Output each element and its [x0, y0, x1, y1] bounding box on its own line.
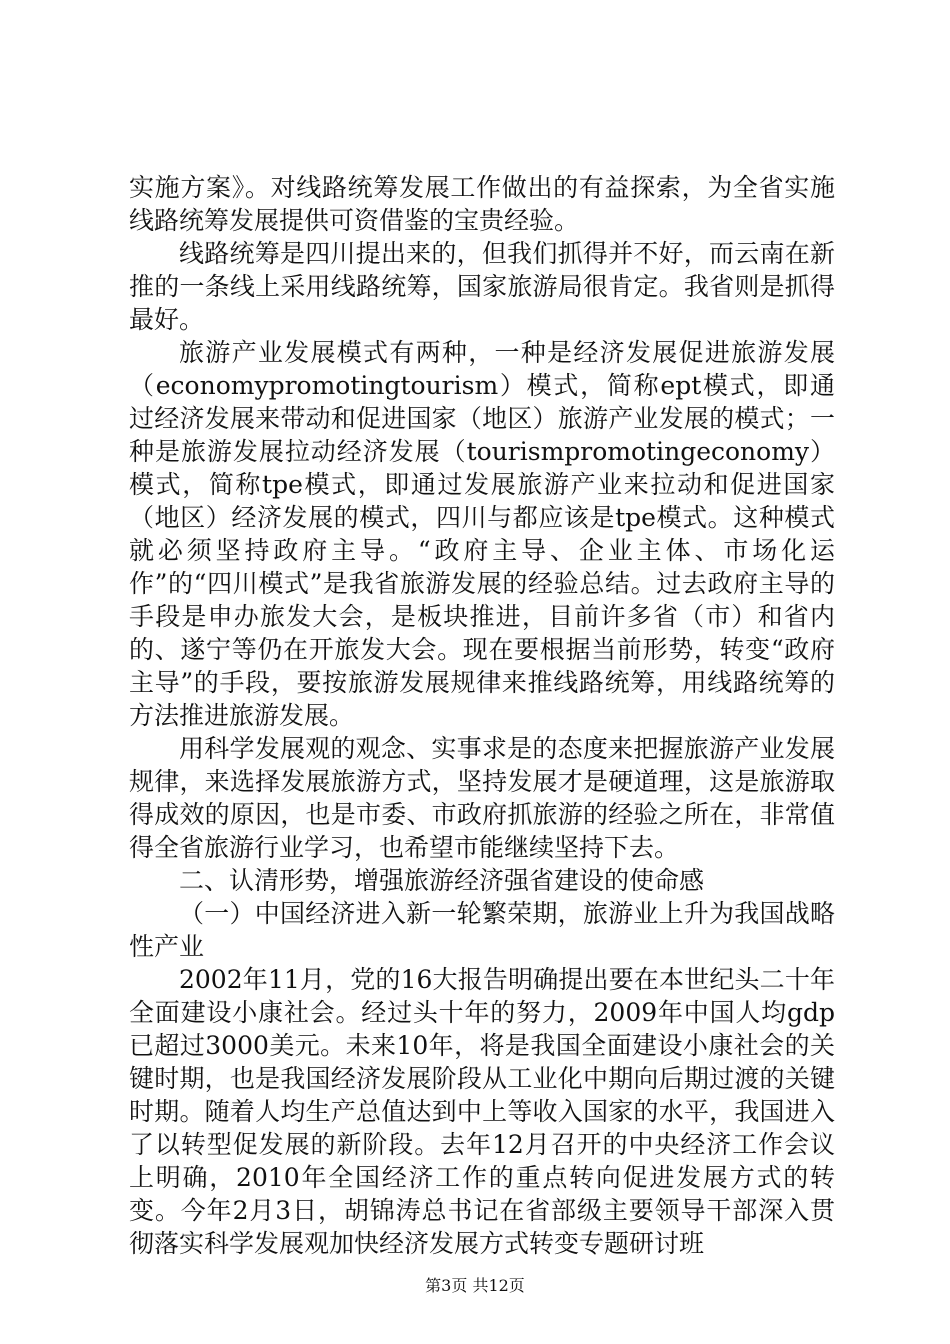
paragraph: 旅游产业发展模式有两种，一种是经济发展促进旅游发展（economypromotingtourism）模式，简称ept模式，即通过经济发展来带动和促进国家（地区）旅游产业发展的模式；一种是旅游发展拉动经济发展（tourismpromotingeconomy）模式，简称tpe模式，即通过发展旅游产业来拉动和促进国家（地区）经济发展的模式，四川与都应该是tpe模式。这种模式就必须坚持政府主导。“政府主导、企业主体、市场化运作”的“四川模式”是我省旅游发展的经验总结。过去政府主导的手段是申办旅发大会，是板块推进，目前许多省（市）和省内的、遂宁等仍在开旅发大会。现在要根据当前形势，转变“政府主导”的手段，要按旅游发展规律来推线路统筹，用线路统筹的方法推进旅游发展。: [129, 338, 835, 730]
paragraph: 2002年11月，党的16大报告明确提出要在本世纪头二十年全面建设小康社会。经过头十年的努力，2009年中国人均gdp已超过3000美元。未来10年，将是我国全面建设小康社会的关键时期，也是我国经济发展阶段从工业化中期向后期过渡的关键时期。随着人均生产总值达到中上等收入国家的水平，我国进入了以转型促发展的新阶段。去年12月召开的中央经济工作会议上明确，2010年全国经济工作的重点转向促进发展方式的转变。今年2月3日，胡锦涛总书记在省部级主要领导干部深入贯彻落实科学发展观加快经济发展方式转变专题研讨班: [129, 965, 835, 1258]
subsection-heading: （一）中国经济进入新一轮繁荣期，旅游业上升为我国战略性产业: [129, 899, 835, 961]
paragraph: 线路统筹是四川提出来的，但我们抓得并不好，而云南在新推的一条线上采用线路统筹，国家旅游局很肯定。我省则是抓得最好。: [129, 239, 835, 334]
paragraph: 用科学发展观的观念、实事求是的态度来把握旅游产业发展规律，来选择发展旅游方式，坚持发展才是硬道理，这是旅游取得成效的原因，也是市委、市政府抓旅游的经验之所在，非常值得全省旅游行业学习，也希望市能继续坚持下去。: [129, 734, 835, 862]
document-body: [129, 171, 835, 1260]
page-number-footer: 第3页 共12页: [425, 1276, 525, 1295]
paragraph-continuation: 实施方案》。对线路统筹发展工作做出的有益探索，为全省实施线路统筹发展提供可资借鉴的宝贵经验。: [129, 173, 835, 235]
section-heading: 二、认清形势，增强旅游经济强省建设的使命感: [179, 866, 705, 895]
